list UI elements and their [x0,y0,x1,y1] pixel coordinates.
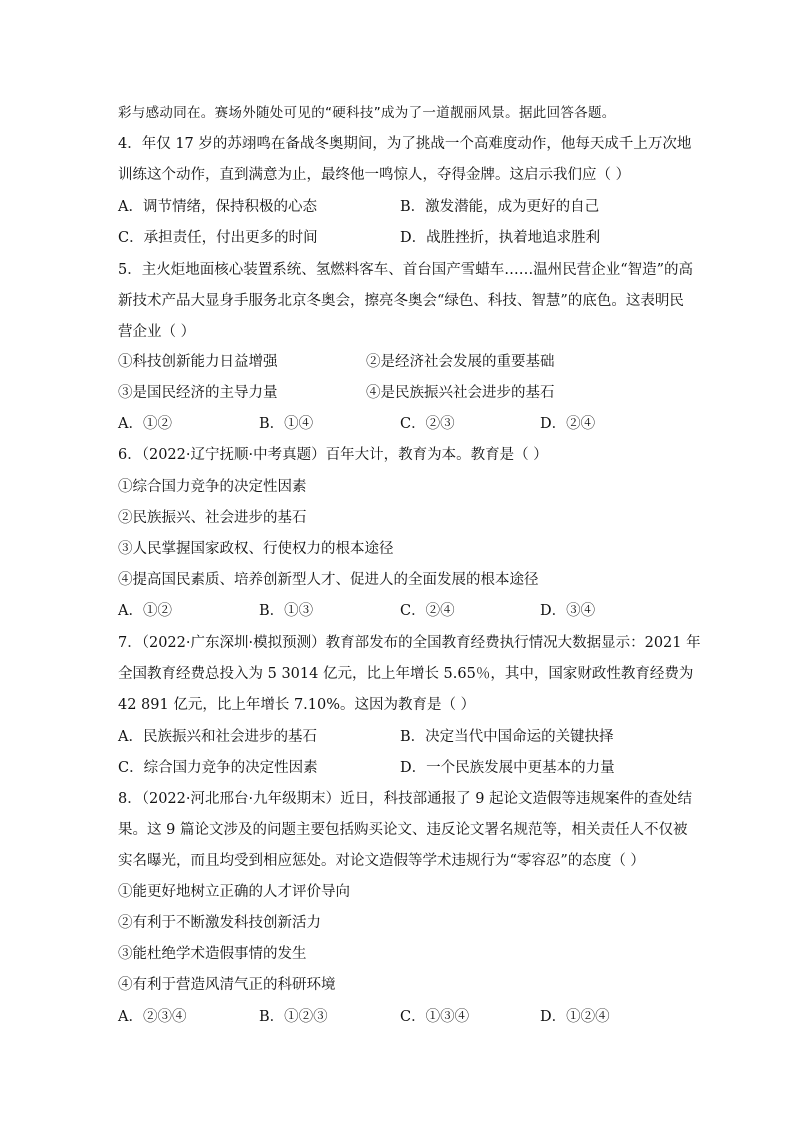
q8-choice-c: C．①③④ [400,1009,470,1025]
q5-item-2: ②是经济社会发展的重要基础 [366,354,555,370]
q4-stem-line-1: 4．年仅 17 岁的苏翊鸣在备战冬奥期间，为了挑战一个高难度动作，他每天成千上万次地 [118,136,692,152]
q5-stem-line-1: 5．主火炬地面核心装置系统、氢燃料客车、首台国产雪蜡车……温州民营企业“智造”的高 [118,262,694,278]
q6-item-2: ②民族振兴、社会进步的基石 [118,510,307,526]
q4-option-d: D．战胜挫折，执着地追求胜利 [400,230,601,246]
q6-item-4: ④提高国民素质、培养创新型人才、促进人的全面发展的根本途径 [118,572,539,588]
q8-item-2: ②有利于不断激发科技创新活力 [118,915,321,931]
q8-stem-line-3: 实名曝光，而且均受到相应惩处。对论文造假等学术违规行为“零容忍”的态度（ ） [118,853,645,869]
q8-stem-line-2: 果。这 9 篇论文涉及的问题主要包括购买论文、违反论文署名规范等，相关责任人不仅被 [118,822,688,838]
q8-item-4: ④有利于营造风清气正的科研环境 [118,977,336,993]
q8-choice-a: A．②③④ [118,1009,187,1025]
q7-option-c: C．综合国力竞争的决定性因素 [118,760,318,776]
q7-stem-line-2: 全国教育经费总投入为 5 3014 亿元，比上年增长 5.65％，其中，国家财政性教育经费为 [118,666,694,682]
q5-choice-d: D．②④ [540,416,596,432]
q5-choice-a: A．①② [118,416,172,432]
q8-stem-line-1: 8．（2022·河北邢台·九年级期末）近日，科技部通报了 9 起论文造假等违规案件的查处结 [118,791,693,807]
q6-item-1: ①综合国力竞争的决定性因素 [118,479,307,495]
q8-item-3: ③能杜绝学术造假事情的发生 [118,946,307,962]
q5-choice-b: B．①④ [259,416,314,432]
q7-option-d: D．一个民族发展中更基本的力量 [400,760,615,776]
q7-option-b: B．决定当代中国命运的关键抉择 [400,729,614,745]
q6-stem: 6．（2022·辽宁抚顺·中考真题）百年大计，教育为本。教育是（ ） [118,447,548,463]
q5-choice-c: C．②③ [400,416,455,432]
q6-choice-b: B．①③ [259,603,314,619]
q6-choice-c: C．②④ [400,603,455,619]
q4-option-b: B．激发潜能，成为更好的自己 [400,199,600,215]
q5-item-1: ①科技创新能力日益增强 [118,354,278,370]
q8-choice-d: D．①②④ [540,1009,610,1025]
q5-item-3: ③是国民经济的主导力量 [118,385,278,401]
q4-option-c: C．承担责任，付出更多的时间 [118,230,318,246]
q7-stem-line-1: 7．（2022·广东深圳·模拟预测）教育部发布的全国教育经费执行情况大数据显示：2021 年 [118,635,701,651]
q5-stem-line-2: 新技术产品大显身手服务北京冬奥会，擦亮冬奥会“绿色、科技、智慧”的底色。这表明民 [118,293,684,309]
q4-stem-line-2: 训练这个动作，直到满意为止，最终他一鸣惊人，夺得金牌。这启示我们应（ ） [118,167,631,183]
q5-item-4: ④是民族振兴社会进步的基石 [366,385,555,401]
q6-choice-a: A．①② [118,603,172,619]
q5-stem-line-3: 营企业（ ） [118,324,196,340]
q6-item-3: ③人民掌握国家政权、行使权力的根本途径 [118,541,394,557]
q8-item-1: ①能更好地树立正确的人才评价导向 [118,884,350,900]
intro-text: 彩与感动同在。赛场外随处可见的“硬科技”成为了一道靓丽风景。据此回答各题。 [118,105,616,121]
q4-option-a: A．调节情绪，保持积极的心态 [118,199,317,215]
q7-option-a: A．民族振兴和社会进步的基石 [118,729,317,745]
q6-choice-d: D．③④ [540,603,596,619]
q8-choice-b: B．①②③ [259,1009,328,1025]
q7-stem-line-3: 42 891 亿元，比上年增长 7.10%。这因为教育是（ ） [118,697,476,713]
